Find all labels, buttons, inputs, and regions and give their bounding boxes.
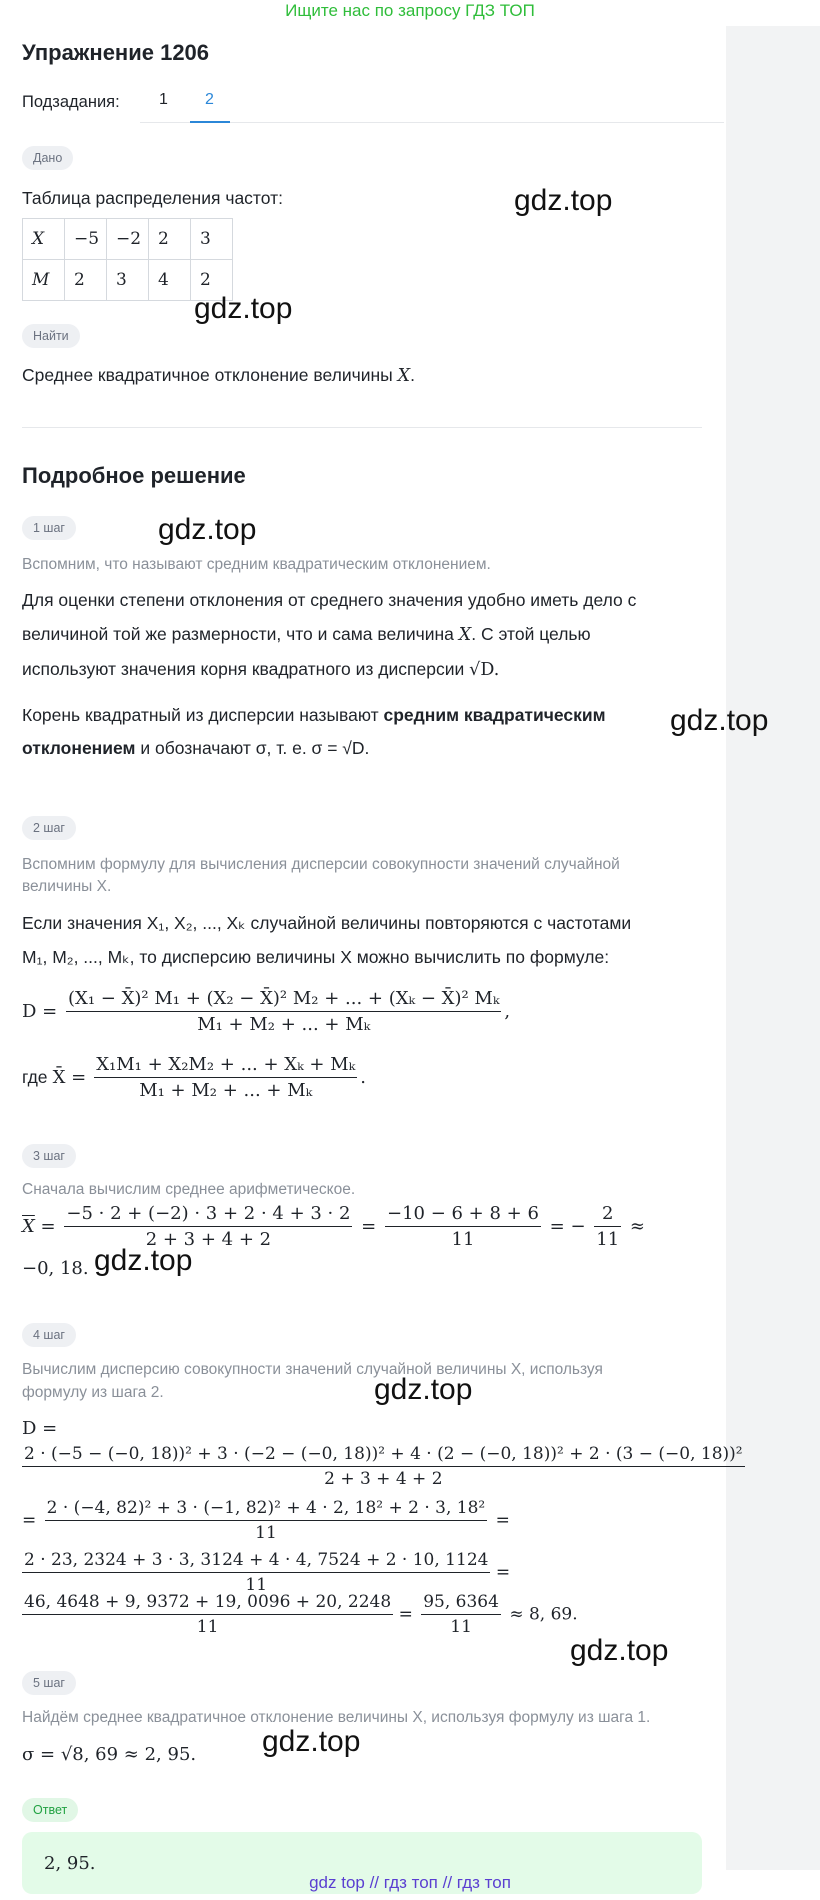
mean-calc-den-2: 11 — [451, 1229, 475, 1250]
step-2-note-line-2: величины X. — [22, 878, 112, 895]
table-cell: M — [23, 260, 65, 301]
variance-formula-numerator: (X₁ − X̄)² M₁ + (X₂ − X̄)² M₂ + ... + (Xₖ − X̄)² Mₖ — [66, 988, 501, 1012]
mean-formula-lhs: X̄ = — [52, 1067, 87, 1088]
step-1-note: Вспомним, что называют средним квадратическим отклонением. — [22, 556, 491, 573]
variance-calc-num-3: 2 · 23, 2324 + 3 · 3, 3124 + 4 · 4, 7524 + 2 · 10, 1124 — [22, 1550, 490, 1573]
variance-calc-den-4: 11 — [196, 1617, 219, 1637]
mean-result: −0, 18. — [22, 1258, 89, 1279]
subtask-tab-2-active[interactable]: 2 — [205, 91, 214, 108]
mean-formula-fraction — [94, 1054, 357, 1101]
given-intro: Таблица распределения частот: — [22, 188, 283, 208]
step-1-var-x: X — [458, 625, 472, 645]
step-1-text-line-3 — [22, 659, 499, 680]
step-4-note-line-2: формулу из шага 2. — [22, 1384, 164, 1401]
step-2-pill: 2 шаг — [22, 816, 76, 840]
step-4-pill: 4 шаг — [22, 1323, 76, 1347]
watermark: gdz.top — [158, 513, 257, 546]
variance-calc-3: $\frac{2 \cdot 23, 2324 + 3 \cdot 3, 3124 + 4 \cdot 4, 7524 + 2 \cdot 10, 1124}{11}$ = — [24, 1550, 511, 1595]
mean-formula-numerator: X₁M₁ + X₂M₂ + ... + Xₖ + Mₖ — [94, 1054, 357, 1078]
step-1-text-line-5 — [22, 738, 369, 759]
active-tab-underline — [190, 121, 230, 123]
mean-calc-fraction-2 — [385, 1203, 541, 1250]
mean-formula-where: где — [22, 1067, 48, 1087]
step-1-text-5: и обозначают σ, т. е. σ = √D. — [140, 738, 370, 758]
answer-pill: Ответ — [22, 1798, 78, 1822]
watermark: gdz.top — [670, 704, 769, 737]
mean-calc-num-1: −5 · 2 + (−2) · 3 + 2 · 4 + 3 · 2 — [64, 1203, 352, 1227]
find-text — [22, 365, 415, 386]
variance-formula: D = $\frac{\text{(X₁ − X̄)² M₁ + (X₂ − X̄)² M₂ + ... + (Xₖ − X̄)² Mₖ}}{\text{M₁ + M₂ + ... + Mₖ}}$ , — [22, 988, 511, 1035]
frequency-table — [22, 218, 233, 301]
table-cell: −5 — [65, 219, 107, 260]
subtasks-label: Подзадания: — [22, 93, 120, 111]
solution-title: Подробное решение — [22, 463, 246, 488]
step-5-pill: 5 шаг — [22, 1671, 76, 1695]
find-text-label: Среднее квадратичное отклонение величины — [22, 365, 393, 385]
step-1-text-2a: величиной той же размерности, что и сама величина — [22, 624, 454, 644]
variance-calc-num-2: 2 · (−4, 82)² + 3 · (−1, 82)² + 4 · 2, 18² + 2 · 3, 18² — [45, 1498, 488, 1521]
step-1-text-4a: Корень квадратный из дисперсии называют — [22, 705, 379, 725]
table-cell: 3 — [107, 260, 149, 301]
mean-calc-num-3: 2 — [594, 1203, 621, 1227]
step-1-pill: 1 шаг — [22, 516, 76, 540]
variance-formula-lhs: D = — [22, 1001, 58, 1022]
step-5-note: Найдём среднее квадратичное отклонение величины X, используя формулу из шага 1. — [22, 1709, 651, 1726]
variance-calc-den-2: 11 — [255, 1523, 277, 1543]
mean-formula: где X̄ = $\frac{\text{X₁M₁ + X₂M₂ + ... + Xₖ + Mₖ}}{\text{M₁ + M₂ + ... + Mₖ}}$ . — [22, 1054, 366, 1101]
variance-calc-num-4: 46, 4648 + 9, 9372 + 19, 0096 + 20, 2248 — [22, 1592, 393, 1615]
page-title: Упражнение 1206 — [22, 40, 210, 65]
mean-formula-denominator: M₁ + M₂ + ... + Mₖ — [139, 1080, 313, 1101]
step-3-pill: 3 шаг — [22, 1144, 76, 1168]
variance-calc-2: = $\frac{\text{2 · (−4, 82)² + 3 · (−1, 82)² + 4 · 2, 18² + 2 · 3, 18²}}{11}$ = — [22, 1498, 510, 1543]
watermark: gdz.top — [262, 1725, 361, 1758]
step-2-text-line-1: Если значения X₁, X₂, ..., Xₖ случайной величины повторяются с частотами — [22, 913, 632, 933]
find-end: . — [410, 365, 415, 385]
subtask-tab-1[interactable]: 1 — [159, 91, 168, 108]
mean-calculation: $\overline{X}$ = $\frac{-5 \cdot 2 + (-2) \cdot 3 + 2 \cdot 4 + 3 \cdot 2}{2 + 3 + 4 + 2}$ = $\frac{-10 - 6 + 8 + 6}{11}$ = − $\frac{2}{11}$ ≈ — [22, 1203, 646, 1250]
mean-calc-num-2: −10 − 6 + 8 + 6 — [385, 1203, 541, 1227]
step-1-text-line-1: Для оценки степени отклонения от среднего значения удобно иметь дело с — [22, 590, 637, 610]
table-cell: 2 — [191, 260, 233, 301]
table-cell: 2 — [149, 219, 191, 260]
table-cell: −2 — [107, 219, 149, 260]
variance-formula-denominator: M₁ + M₂ + ... + Mₖ — [197, 1014, 371, 1035]
watermark: gdz.top — [514, 184, 613, 217]
variance-calc-num-1: 2 · (−5 − (−0, 18))² + 3 · (−2 − (−0, 18))² + 4 · (2 − (−0, 18))² + 2 · (3 − (−0, 18))² — [22, 1444, 745, 1467]
variance-calc-fraction-2 — [45, 1498, 488, 1543]
variance-calc-fraction-3 — [22, 1550, 490, 1595]
variance-calc-den-1: 2 + 3 + 4 + 2 — [324, 1469, 443, 1489]
variance-result: ≈ 8, 69. — [509, 1604, 578, 1625]
step-1-text-3a: используют значения корня квадратного из дисперсии — [22, 659, 465, 679]
step-1-text-line-4 — [22, 705, 606, 726]
table-row — [23, 219, 233, 260]
variance-calc-4: $\frac{46, 4648 + 9, 9372 + 19, 0096 + 20, 2248}{11}$ = $\frac{95, 6364}{11}$ ≈ 8, 69. — [24, 1592, 578, 1637]
watermark: gdz.top — [94, 1244, 193, 1277]
answer-value: 2, 95. — [44, 1853, 96, 1874]
table-cell: X — [23, 219, 65, 260]
watermark: gdz.top — [570, 1634, 669, 1667]
step-2-note-line-1: Вспомним формулу для вычисления дисперсии совокупности значений случайной — [22, 856, 620, 873]
watermark: gdz.top — [374, 1373, 473, 1406]
step-1-sqrt-d: √D. — [469, 660, 500, 680]
step-3-note: Сначала вычислим среднее арифметическое. — [22, 1181, 356, 1198]
find-pill: Найти — [22, 324, 80, 348]
table-cell: 4 — [149, 260, 191, 301]
step-1-bold-term-a: средним квадратическим — [383, 705, 606, 725]
top-banner[interactable]: Ищите нас по запросу ГДЗ ТОП — [285, 1, 535, 20]
step-1-bold-term-b: отклонением — [22, 738, 136, 758]
variance-calc-fraction-5 — [421, 1592, 501, 1637]
variance-calc-1 — [22, 1444, 745, 1489]
section-divider — [22, 427, 702, 428]
mean-calc-fraction-3 — [594, 1203, 621, 1250]
table-cell: 2 — [65, 260, 107, 301]
step-2-text-line-2: M₁, M₂, ..., Mₖ, то дисперсию величины X можно вычислить по формуле: — [22, 947, 610, 967]
mean-calc-den-1: 2 + 3 + 4 + 2 — [145, 1229, 272, 1250]
mean-calc-fraction-1 — [64, 1203, 352, 1250]
step-1-text-line-2 — [22, 624, 591, 645]
given-pill: Дано — [22, 146, 73, 170]
find-var: X — [397, 366, 411, 386]
variance-calc-den-5: 11 — [450, 1617, 472, 1637]
variance-calc-fraction-1 — [22, 1444, 745, 1489]
step-4-note-line-1: Вычислим дисперсию совокупности значений случайной величины X, используя — [22, 1361, 603, 1378]
std-deviation-formula: σ = √8, 69 ≈ 2, 95. — [22, 1744, 197, 1765]
variance-calc-den-3: 11 — [245, 1575, 268, 1595]
variance-calc-num-5: 95, 6364 — [421, 1592, 501, 1615]
mean-calc-den-3: 11 — [596, 1229, 620, 1250]
footer-links[interactable]: gdz top // гдз топ // гдз топ — [309, 1873, 511, 1892]
step-1-text-2b: . С этой целью — [471, 624, 591, 644]
table-cell: 3 — [191, 219, 233, 260]
watermark: gdz.top — [194, 292, 293, 325]
variance-calc-fraction-4 — [22, 1592, 393, 1637]
variance-lhs: D = — [22, 1418, 58, 1439]
variance-formula-fraction — [66, 988, 501, 1035]
right-side-panel — [726, 26, 820, 1870]
